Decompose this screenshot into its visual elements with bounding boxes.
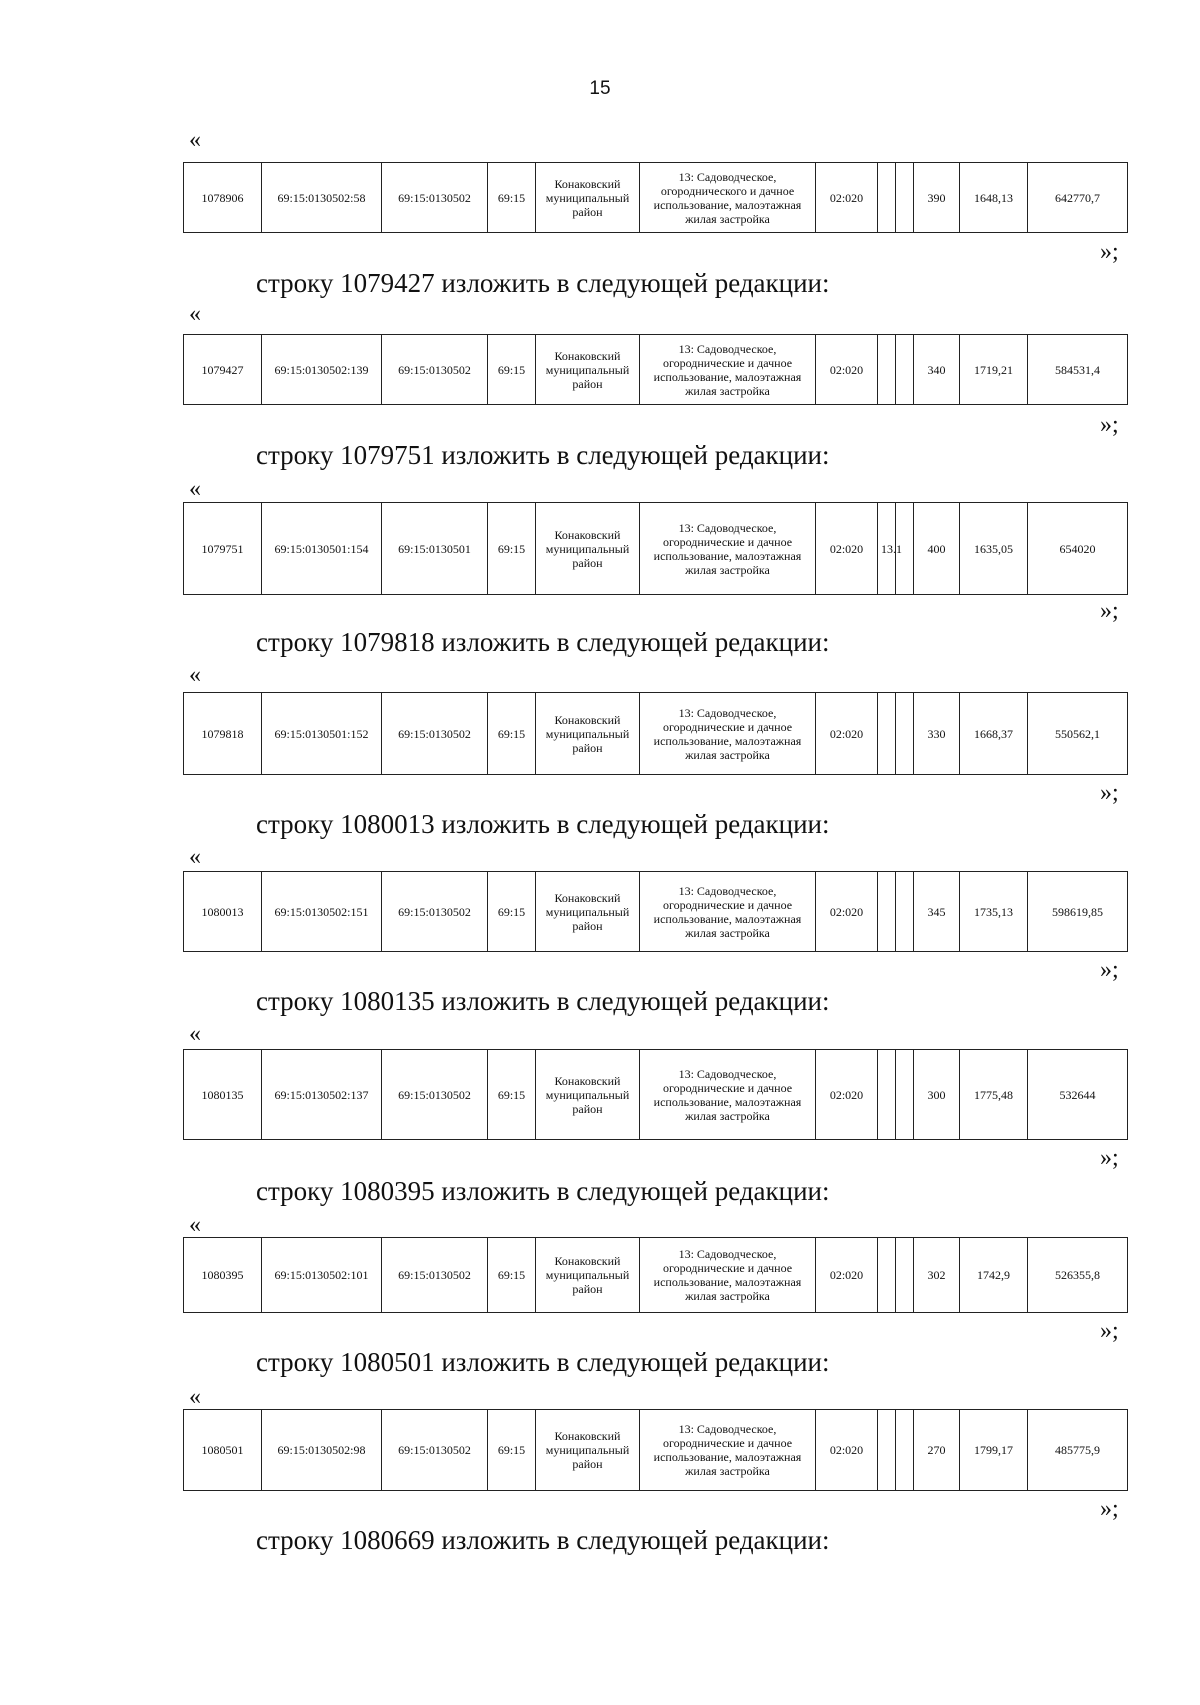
cell-cadastral-number: 69:15:0130502:137 bbox=[262, 1050, 382, 1140]
cell-area: 345 bbox=[914, 872, 960, 952]
cell-cadastral-value: 532644 bbox=[1028, 1050, 1128, 1140]
cell-municipality: Конаковский муниципальный район bbox=[536, 1410, 640, 1491]
record-table bbox=[183, 1409, 1128, 1491]
opening-quote: « bbox=[189, 1021, 201, 1047]
cell-cadastral-quarter: 69:15:0130502 bbox=[382, 163, 488, 233]
cell-subgroup bbox=[878, 872, 896, 952]
cell-municipality: Конаковский муниципальный район bbox=[536, 1050, 640, 1140]
cell-specific-value: 1775,48 bbox=[960, 1050, 1028, 1140]
cell-cadastral-number: 69:15:0130501:154 bbox=[262, 503, 382, 595]
cell-cadastral-quarter: 69:15:0130502 bbox=[382, 335, 488, 405]
opening-quote: « bbox=[189, 1384, 201, 1410]
cell-area: 340 bbox=[914, 335, 960, 405]
cell-zone-code: 02:020 bbox=[816, 693, 878, 775]
closing-quote: »; bbox=[1100, 1496, 1119, 1522]
table-row bbox=[184, 1410, 1128, 1491]
amendment-heading: строку 1080501 изложить в следующей редакции: bbox=[256, 1347, 830, 1377]
cell-empty bbox=[896, 335, 914, 405]
cell-specific-value: 1735,13 bbox=[960, 872, 1028, 952]
cell-zone-code: 02:020 bbox=[816, 503, 878, 595]
cell-specific-value: 1668,37 bbox=[960, 693, 1028, 775]
cell-zone-code: 02:020 bbox=[816, 1238, 878, 1313]
cell-cadastral-number: 69:15:0130502:58 bbox=[262, 163, 382, 233]
opening-quote: « bbox=[189, 844, 201, 870]
cell-municipality: Конаковский муниципальный район bbox=[536, 335, 640, 405]
cell-land-use: 13: Садоводческое, огороднические и дачное использование, малоэтажная жилая застройка bbox=[640, 1238, 816, 1313]
cell-cadastral-number: 69:15:0130502:151 bbox=[262, 872, 382, 952]
cell-subgroup: 13.1 bbox=[878, 503, 896, 595]
cell-zone-code: 02:020 bbox=[816, 1410, 878, 1491]
cell-cadastral-value: 654020 bbox=[1028, 503, 1128, 595]
cell-cadastral-district: 69:15 bbox=[488, 1410, 536, 1491]
record-table bbox=[183, 334, 1128, 405]
cell-record-id: 1080135 bbox=[184, 1050, 262, 1140]
table-row bbox=[184, 693, 1128, 775]
cell-zone-code: 02:020 bbox=[816, 335, 878, 405]
table-row bbox=[184, 335, 1128, 405]
closing-quote: »; bbox=[1100, 1145, 1119, 1171]
cell-cadastral-value: 642770,7 bbox=[1028, 163, 1128, 233]
cell-land-use: 13: Садоводческое, огороднические и дачное использование, малоэтажная жилая застройка bbox=[640, 1410, 816, 1491]
cell-zone-code: 02:020 bbox=[816, 163, 878, 233]
cell-record-id: 1080395 bbox=[184, 1238, 262, 1313]
record-table bbox=[183, 502, 1128, 595]
cell-subgroup bbox=[878, 1410, 896, 1491]
cell-cadastral-quarter: 69:15:0130502 bbox=[382, 693, 488, 775]
cell-municipality: Конаковский муниципальный район bbox=[536, 163, 640, 233]
record-table bbox=[183, 692, 1128, 775]
record-table bbox=[183, 1237, 1128, 1313]
cell-specific-value: 1719,21 bbox=[960, 335, 1028, 405]
cell-cadastral-district: 69:15 bbox=[488, 503, 536, 595]
cell-cadastral-value: 598619,85 bbox=[1028, 872, 1128, 952]
cell-area: 400 bbox=[914, 503, 960, 595]
cell-empty bbox=[896, 1050, 914, 1140]
closing-quote: »; bbox=[1100, 957, 1119, 983]
cell-subgroup bbox=[878, 1050, 896, 1140]
cell-cadastral-value: 485775,9 bbox=[1028, 1410, 1128, 1491]
cell-cadastral-quarter: 69:15:0130501 bbox=[382, 503, 488, 595]
table-row bbox=[184, 163, 1128, 233]
cell-record-id: 1079751 bbox=[184, 503, 262, 595]
closing-quote: »; bbox=[1100, 412, 1119, 438]
cell-cadastral-district: 69:15 bbox=[488, 872, 536, 952]
closing-quote: »; bbox=[1100, 239, 1119, 265]
final-amendment-heading: строку 1080669 изложить в следующей редакции: bbox=[256, 1525, 830, 1555]
cell-land-use: 13: Садоводческое, огороднического и дачное использование, малоэтажная жилая застройка bbox=[640, 163, 816, 233]
closing-quote: »; bbox=[1100, 780, 1119, 806]
amendment-heading: строку 1079427 изложить в следующей редакции: bbox=[256, 268, 830, 298]
amendment-heading: строку 1080013 изложить в следующей редакции: bbox=[256, 809, 830, 839]
cell-record-id: 1080013 bbox=[184, 872, 262, 952]
cell-subgroup bbox=[878, 163, 896, 233]
cell-area: 330 bbox=[914, 693, 960, 775]
page-number: 15 bbox=[589, 78, 611, 99]
table-row bbox=[184, 1050, 1128, 1140]
cell-specific-value: 1799,17 bbox=[960, 1410, 1028, 1491]
cell-municipality: Конаковский муниципальный район bbox=[536, 872, 640, 952]
opening-quote: « bbox=[189, 1212, 201, 1238]
cell-cadastral-number: 69:15:0130502:139 bbox=[262, 335, 382, 405]
cell-subgroup bbox=[878, 693, 896, 775]
amendment-heading: строку 1079818 изложить в следующей редакции: bbox=[256, 627, 830, 657]
cell-land-use: 13: Садоводческое, огороднические и дачное использование, малоэтажная жилая застройка bbox=[640, 693, 816, 775]
closing-quote: »; bbox=[1100, 598, 1119, 624]
cell-cadastral-number: 69:15:0130502:98 bbox=[262, 1410, 382, 1491]
table-row bbox=[184, 1238, 1128, 1313]
cell-cadastral-district: 69:15 bbox=[488, 693, 536, 775]
cell-land-use: 13: Садоводческое, огороднические и дачное использование, малоэтажная жилая застройка bbox=[640, 872, 816, 952]
cell-area: 390 bbox=[914, 163, 960, 233]
opening-quote: « bbox=[189, 127, 201, 153]
cell-empty bbox=[896, 1410, 914, 1491]
opening-quote: « bbox=[189, 301, 201, 327]
cell-cadastral-quarter: 69:15:0130502 bbox=[382, 1410, 488, 1491]
cell-empty bbox=[896, 872, 914, 952]
cell-cadastral-quarter: 69:15:0130502 bbox=[382, 1050, 488, 1140]
cell-area: 300 bbox=[914, 1050, 960, 1140]
cell-record-id: 1080501 bbox=[184, 1410, 262, 1491]
cell-specific-value: 1648,13 bbox=[960, 163, 1028, 233]
cell-cadastral-value: 550562,1 bbox=[1028, 693, 1128, 775]
closing-quote: »; bbox=[1100, 1318, 1119, 1344]
cell-municipality: Конаковский муниципальный район bbox=[536, 503, 640, 595]
cell-municipality: Конаковский муниципальный район bbox=[536, 693, 640, 775]
cell-area: 270 bbox=[914, 1410, 960, 1491]
cell-record-id: 1078906 bbox=[184, 163, 262, 233]
cell-record-id: 1079818 bbox=[184, 693, 262, 775]
cell-cadastral-quarter: 69:15:0130502 bbox=[382, 872, 488, 952]
cell-zone-code: 02:020 bbox=[816, 1050, 878, 1140]
cell-cadastral-quarter: 69:15:0130502 bbox=[382, 1238, 488, 1313]
cell-zone-code: 02:020 bbox=[816, 872, 878, 952]
table-row bbox=[184, 503, 1128, 595]
cell-subgroup bbox=[878, 335, 896, 405]
cell-municipality: Конаковский муниципальный район bbox=[536, 1238, 640, 1313]
cell-land-use: 13: Садоводческое, огороднические и дачное использование, малоэтажная жилая застройка bbox=[640, 1050, 816, 1140]
cell-empty bbox=[896, 1238, 914, 1313]
cell-cadastral-number: 69:15:0130501:152 bbox=[262, 693, 382, 775]
cell-land-use: 13: Садоводческое, огороднические и дачное использование, малоэтажная жилая застройка bbox=[640, 503, 816, 595]
cell-land-use: 13: Садоводческое, огороднические и дачное использование, малоэтажная жилая застройка bbox=[640, 335, 816, 405]
table-row bbox=[184, 872, 1128, 952]
cell-cadastral-district: 69:15 bbox=[488, 335, 536, 405]
amendment-heading: строку 1080395 изложить в следующей редакции: bbox=[256, 1176, 830, 1206]
amendment-heading: строку 1079751 изложить в следующей редакции: bbox=[256, 440, 830, 470]
cell-empty bbox=[896, 163, 914, 233]
record-table bbox=[183, 871, 1128, 952]
cell-cadastral-district: 69:15 bbox=[488, 1050, 536, 1140]
record-table bbox=[183, 1049, 1128, 1140]
opening-quote: « bbox=[189, 476, 201, 502]
cell-specific-value: 1635,05 bbox=[960, 503, 1028, 595]
cell-cadastral-district: 69:15 bbox=[488, 163, 536, 233]
cell-specific-value: 1742,9 bbox=[960, 1238, 1028, 1313]
amendment-heading: строку 1080135 изложить в следующей редакции: bbox=[256, 986, 830, 1016]
cell-cadastral-value: 526355,8 bbox=[1028, 1238, 1128, 1313]
cell-subgroup bbox=[878, 1238, 896, 1313]
opening-quote: « bbox=[189, 662, 201, 688]
cell-cadastral-number: 69:15:0130502:101 bbox=[262, 1238, 382, 1313]
cell-cadastral-district: 69:15 bbox=[488, 1238, 536, 1313]
cell-area: 302 bbox=[914, 1238, 960, 1313]
cell-cadastral-value: 584531,4 bbox=[1028, 335, 1128, 405]
cell-record-id: 1079427 bbox=[184, 335, 262, 405]
cell-empty bbox=[896, 693, 914, 775]
record-table bbox=[183, 162, 1128, 233]
